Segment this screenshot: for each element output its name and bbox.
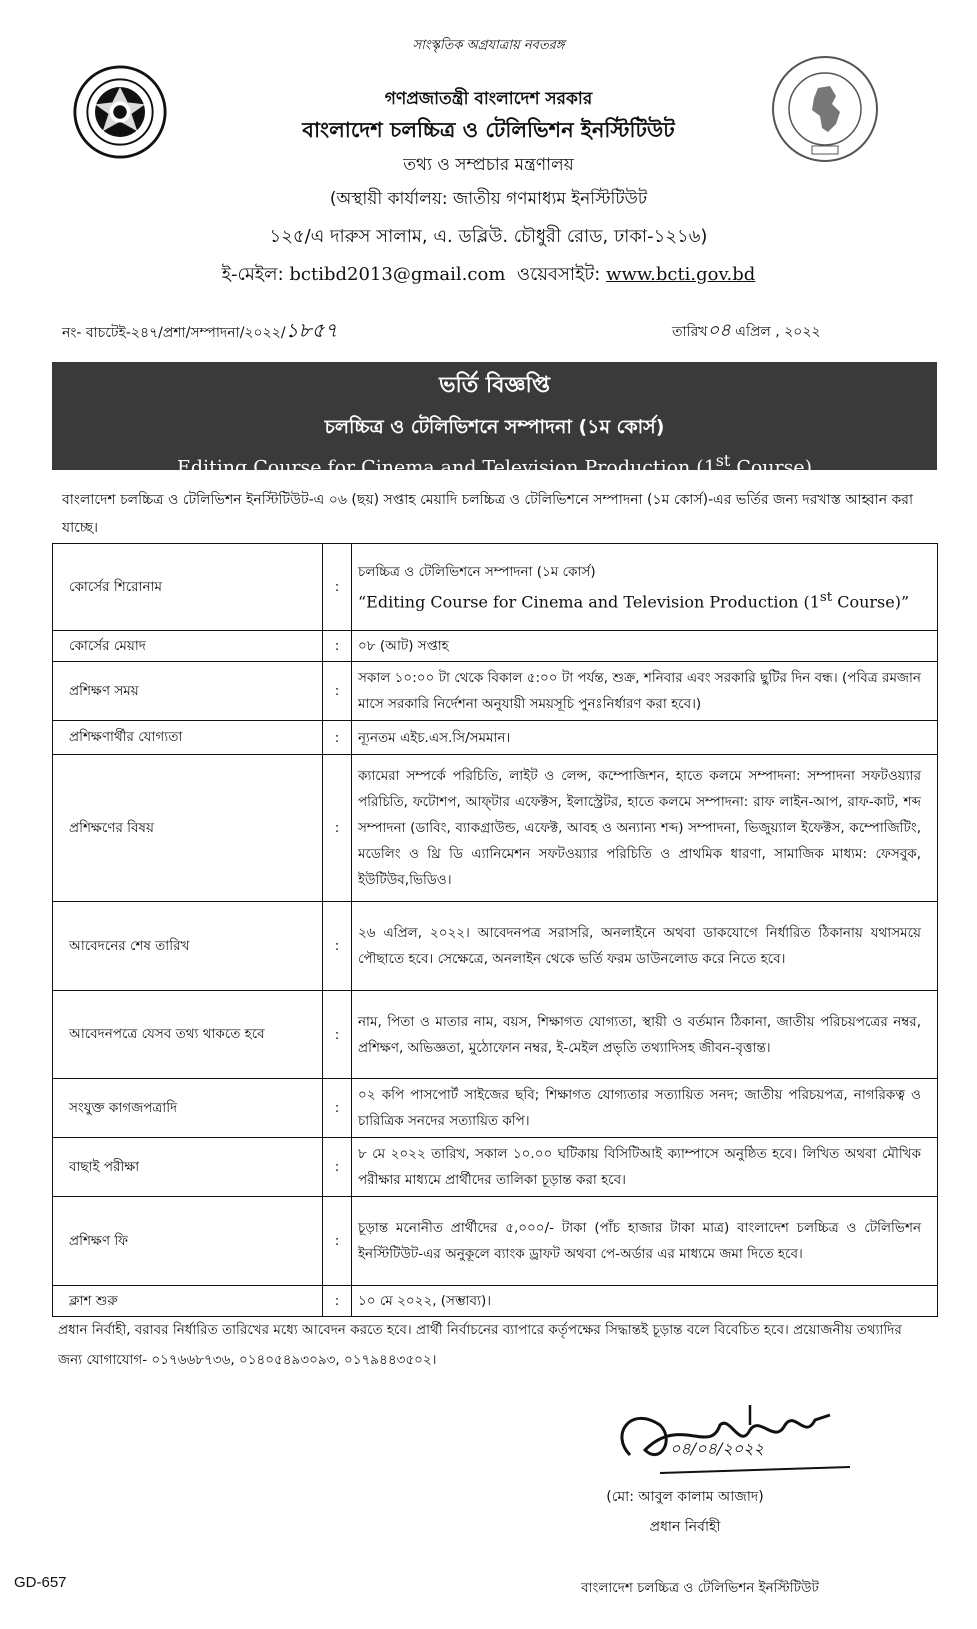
signer-name: (মো: আবুল কালাম আজাদ): [606, 1489, 764, 1505]
row-colon: :: [323, 1286, 352, 1317]
row-value: ক্যামেরা সম্পর্কে পরিচিতি, লাইট ও লেন্স, কম্পোজিশন, হাতে কলমে সম্পাদনা: সম্পাদনা সফটওয়্যার পরিচিতি, ফটোশপ, আফ্‌টার এফেক্টস, ইলাস্ট্রেটর, হাতে কলমে সম্পাদনা: রাফ লাইন-আপ, রাফ-কাট, শব্দ সম্পাদনা (ডাবিং, ব্যাকগ্রাউন্ড, এফেক্ট, আবহ ও অন্যান্য শব্দ) সম্পাদনা, ভিজুয়্যাল ইফেক্টস, কম্পোজিটিং, মডেলিং ও থ্রি ডি এ্যানিমেশন সফটওয়্যার পরিচিতি ও প্রাথমিক ধারণা, সামাজিক মাধ্যম: ফেসবুক, ইউটিউব,ভিডিও।: [352, 755, 938, 902]
row-value: ন্যূনতম এইচ.এস.সি/সমমান।: [352, 721, 938, 755]
row-label: প্রশিক্ষণ সময়: [53, 662, 323, 721]
table-row: [53, 902, 938, 991]
row-label: ক্লাশ শুরু: [53, 1286, 323, 1317]
row-value: ১০ মে ২০২২, (সম্ভাব্য)।: [352, 1286, 938, 1317]
admission-banner: [52, 362, 937, 479]
row-value: নাম, পিতা ও মাতার নাম, বয়স, শিক্ষাগত যোগ্যতা, স্থায়ী ও বর্তমান ঠিকানা, জাতীয় পরিচয়পত্রের নম্বর, প্রশিক্ষণ, অভিজ্ঞতা, মুঠোফোন নম্বর, ই-মেইল প্রভৃতি তথ্যাদিসহ জীবন-বৃত্তান্ত।: [352, 991, 938, 1079]
course-title-en-pre: “Editing Course for Cinema and Television Production (1: [358, 592, 820, 612]
banner-title: ভর্তি বিজ্ঞপ্তি: [439, 373, 550, 398]
table-row: [53, 1138, 938, 1197]
row-colon: :: [323, 991, 352, 1079]
signature-date: ০৪/০৪/২০২২: [670, 1439, 764, 1458]
contact-line: [0, 260, 977, 291]
temporary-office: (অস্থায়ী কার্যালয়: জাতীয় গণমাধ্যম ইনস্টিটিউট: [329, 189, 648, 209]
row-label: আবেদনপত্রে যেসব তথ্য থাকতে হবে: [53, 991, 323, 1079]
row-label: আবেদনের শেষ তারিখ: [53, 902, 323, 991]
row-value: ০৮ (আট) সপ্তাহ: [352, 631, 938, 662]
row-label: প্রশিক্ষণার্থীর যোগ্যতা: [53, 721, 323, 755]
signer-block: [560, 1482, 810, 1542]
course-title-en-post: Course)”: [832, 592, 910, 612]
course-title-bn: চলচ্চিত্র ও টেলিভিশনে সম্পাদনা (১ম কোর্স): [358, 563, 596, 580]
row-value: চূড়ান্ত মনোনীত প্রার্থীদের ৫,০০০/- টাকা (পাঁচ হাজার টাকা মাত্র) বাংলাদেশ চলচ্চিত্র ও টেলিভিশন ইনস্টিটিউট-এর অনুকূলে ব্যাংক ড্রাফট অথবা পে-অর্ডার এর মাধ্যমে জমা দিতে হবে।: [352, 1197, 938, 1286]
row-label: প্রশিক্ষণের বিষয়: [53, 755, 323, 902]
banner-course-bn: চলচ্চিত্র ও টেলিভিশনে সম্পাদনা (১ম কোর্স): [324, 416, 665, 438]
tagline: সাংস্কৃতিক অগ্রযাত্রায় নবতরঙ্গ: [412, 38, 565, 53]
signer-designation: প্রধান নির্বাহী: [649, 1519, 721, 1535]
course-title-en: [358, 585, 921, 615]
table-row: [53, 1197, 938, 1286]
website-label: ওয়েবসাইট:: [516, 264, 601, 285]
date-rest: এপ্রিল , ২০২২: [730, 324, 821, 340]
course-title-en-sup: st: [819, 589, 833, 605]
banner-course-en-sup: st: [715, 451, 731, 470]
ministry-name: তথ্য ও সম্প্রচার মন্ত্রণালয়: [403, 155, 574, 175]
table-row: [53, 662, 938, 721]
email-label: ই-মেইল:: [221, 264, 284, 285]
row-label: সংযুক্ত কাগজপত্রাদি: [53, 1079, 323, 1138]
signer-institute: বাংলাদেশ চলচ্চিত্র ও টেলিভিশন ইনস্টিটিউট: [581, 1580, 819, 1596]
memo-number: [62, 316, 338, 349]
table-row: [53, 755, 938, 902]
row-colon: :: [323, 631, 352, 662]
row-value: [352, 544, 938, 631]
row-colon: :: [323, 1197, 352, 1286]
row-colon: :: [323, 755, 352, 902]
banner-course-en: [52, 451, 937, 478]
email-link[interactable]: bctibd2013@gmail.com: [289, 264, 506, 285]
row-colon: :: [323, 1079, 352, 1138]
table-row: [53, 1079, 938, 1138]
row-colon: :: [323, 902, 352, 991]
row-label: প্রশিক্ষণ ফি: [53, 1197, 323, 1286]
document-code: GD-657: [14, 1574, 67, 1591]
table-row: [53, 991, 938, 1079]
row-colon: :: [323, 721, 352, 755]
banner-course-en-pre: Editing Course for Cinema and Television Production (1: [176, 456, 716, 479]
intro-paragraph: বাংলাদেশ চলচ্চিত্র ও টেলিভিশন ইনস্টিটিউট-এ ০৬ (ছয়) সপ্তাহ মেয়াদি চলচ্চিত্র ও টেলিভিশনে সম্পাদনা (১ম কোর্স)-এর ভর্তির জন্য দরখাস্ত আহ্বান করা যাচ্ছে।: [62, 492, 914, 536]
row-value: সকাল ১০:০০ টা থেকে বিকাল ৫:০০ টা পর্যন্ত, শুক্র, শনিবার এবং সরকারি ছুটির দিন বন্ধ। (পবিত্র রমজান মাসে সরকারি নির্দেশনা অনুযায়ী সময়সূচি পুনঃনির্ধারণ করা হবে।): [352, 662, 938, 721]
row-label: কোর্সের মেয়াদ: [53, 631, 323, 662]
course-details-table: [52, 543, 938, 1317]
table-row: [53, 544, 938, 631]
banner-course-en-post: Course): [730, 456, 813, 479]
date-label: তারিখ: [672, 324, 708, 340]
row-colon: :: [323, 1138, 352, 1197]
row-label: বাছাই পরীক্ষা: [53, 1138, 323, 1197]
row-colon: :: [323, 662, 352, 721]
table-row: [53, 1286, 938, 1317]
row-label: কোর্সের শিরোনাম: [53, 544, 323, 631]
institute-name: বাংলাদেশ চলচ্চিত্র ও টেলিভিশন ইনস্টিটিউট: [302, 118, 675, 142]
date-handwritten-day: ০৪: [707, 320, 731, 341]
row-value: ০২ কপি পাসপোর্ট সাইজের ছবি; শিক্ষাগত যোগ্যতার সত্যায়িত সনদ; জাতীয় পরিচয়পত্র, নাগরিকত্ব ও চারিত্রিক সনদের সত্যায়িত কপি।: [352, 1079, 938, 1138]
row-colon: :: [323, 544, 352, 631]
address: ১২৫/এ দারুস সালাম, এ. ডব্লিউ. চৌধুরী রোড, ঢাকা-১২১৬): [269, 226, 708, 247]
table-row: [53, 721, 938, 755]
govt-name: গণপ্রজাতন্ত্রী বাংলাদেশ সরকার: [384, 89, 593, 109]
memo-handwritten-number: ১৮৫৭: [285, 318, 338, 342]
memo-date: [672, 316, 821, 347]
row-value: ৮ মে ২০২২ তারিখ, সকাল ১০.০০ ঘটিকায় বিসিটিআই ক্যাম্পাসে অনুষ্ঠিত হবে। লিখিত অথবা মৌখিক পরীক্ষার মাধ্যমে প্রার্থীদের তালিকা চূড়ান্ত করা হবে।: [352, 1138, 938, 1197]
footer-note: প্রধান নির্বাহী, বরাবর নির্ধারিত তারিখের মধ্যে আবেদন করতে হবে। প্রার্থী নির্বাচনের ব্যাপারে কর্তৃপক্ষের সিদ্ধান্তই চূড়ান্ত বলে বিবেচিত হবে। প্রয়োজনীয় তথ্যাদির জন্য যোগাযোগ- ০১৭৬৬৮৭৩৬, ০১৪০৫৪৯৩০৯৩, ০১৭৯৪৪৩৫০২।: [58, 1322, 902, 1368]
table-row: [53, 631, 938, 662]
memo-number-text: নং- বাচটেই-২৪৭/প্রশা/সম্পাদনা/২০২২/: [62, 325, 286, 341]
row-value: ২৬ এপ্রিল, ২০২২। আবেদনপত্র সরাসরি, অনলাইনে অথবা ডাকযোগে নির্ধারিত ঠিকানায় যথাসময়ে পৌছাতে হবে। সেক্ষেত্রে, অনলাইন থেকে ভর্তি ফরম ডাউনলোড করে নিতে হবে।: [352, 902, 938, 991]
website-link[interactable]: www.bcti.gov.bd: [606, 264, 756, 285]
